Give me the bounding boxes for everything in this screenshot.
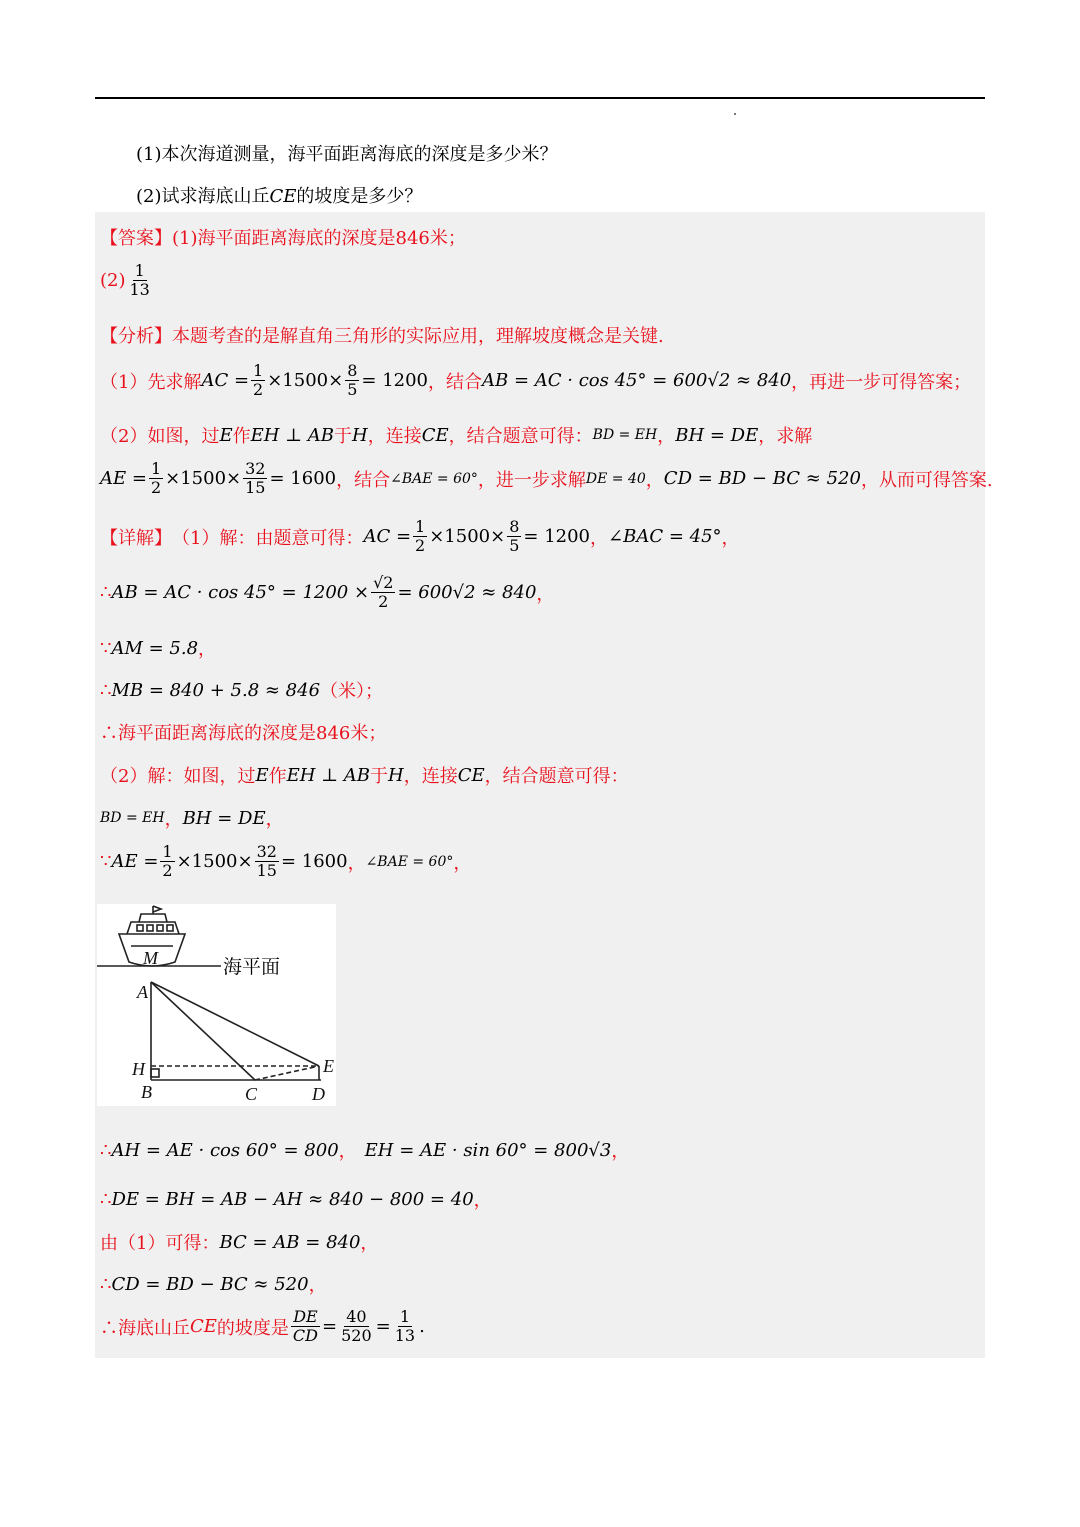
answer-part2: (2) $\frac{1}{13}$ (100, 261, 150, 299)
triangles (151, 982, 321, 1080)
question-1: (1)本次海道测量，海平面距离海底的深度是多少米？ (136, 144, 558, 165)
label-D: D (312, 1084, 325, 1104)
analysis-step2: （2）如图，过 E 作 EH ⊥ AB 于 H ，连接 CE ，结合题意可得： BD = EH ， BH = DE ，求解 (100, 424, 813, 447)
speck (734, 113, 736, 115)
label-E: E (323, 1056, 334, 1076)
label-B: B (141, 1082, 152, 1102)
detail-DE: ∴ DE = BH = AB − AH ≈ 840 − 800 = 40 ， (100, 1188, 492, 1211)
question-2: (2)试求海底山丘CE的坡度是多少？ (136, 186, 423, 207)
diagram-figure (97, 904, 336, 1106)
detail-p2: （2）解：如图，过 E 作 EH ⊥ AB 于 H ，连接 CE ，结合题意可得： (100, 764, 629, 787)
detail-BC: 由（1）可得： BC = AB = 840 ， (100, 1231, 379, 1254)
detail-AB: ∴ AB = AC · cos 45° = 1200 × $\frac{√2}{2}$ = 600√2 ≈ 840 ， (100, 573, 555, 611)
label-M: M (143, 948, 158, 968)
geometry-diagram (97, 904, 336, 1106)
analysis-step3: AE = $\frac{1}{2}$ ×1500× $\frac{32}{15}$ = 1600 ，结合 ∠BAE = 60° ，进一步求解 DE = 40 ， CD = BD − BC ≈ 520 ，从而可得答案. (100, 459, 993, 497)
analysis-intro: 【分析】 本题考查的是解直角三角形的实际应用，理解坡度概念是关键. (100, 326, 664, 347)
header-rule (95, 97, 985, 99)
detail-BD-BH: BD = EH ， BH = DE ， (100, 807, 284, 830)
label-C: C (245, 1084, 258, 1104)
detail-p1: 【详解】 （1）解：由题意可得： AC = $\frac{1}{2}$ ×1500× $\frac{8}{5}$ = 1200 ， ∠BAC = 45° ， (100, 517, 740, 555)
sea-level-label: 海平面 (223, 956, 281, 978)
detail-AE: ∵ AE = $\frac{1}{2}$ ×1500× $\frac{32}{15}$ = 1600 ， ∠BAE = 60° ， (100, 842, 472, 880)
detail-CD: ∴ CD = BD − BC ≈ 520 ， (100, 1273, 327, 1296)
detail-slope: ∴海底山丘 CE 的坡度是 $\frac{DE}{CD}$ = $\frac{40}{520}$ = $\frac{1}{13}$ . (100, 1307, 425, 1345)
detail-depth: ∴海平面距离海底的深度是846米； (100, 723, 387, 744)
detail-MB: ∴ MB = 840 + 5.8 ≈ 846 （米）； (100, 679, 384, 702)
label-H: H (132, 1059, 145, 1079)
detail-AH-EH: ∴ AH = AE · cos 60° = 800 ， EH = AE · sin 60° = 800√3 ， (100, 1139, 630, 1162)
analysis-step1: （1）先求解 AC = $\frac{1}{2}$ ×1500× $\frac{8}{5}$ = 1200 ，结合 AB = AC · cos 45° = 600√2 ≈ 840 ，再进一步可得答案； (100, 361, 972, 399)
detail-AM: ∵ AM = 5.8 ， (100, 637, 217, 660)
answer-line: 【答案】 (1)海平面距离海底的深度是846米； (100, 228, 466, 249)
label-A: A (137, 982, 148, 1002)
